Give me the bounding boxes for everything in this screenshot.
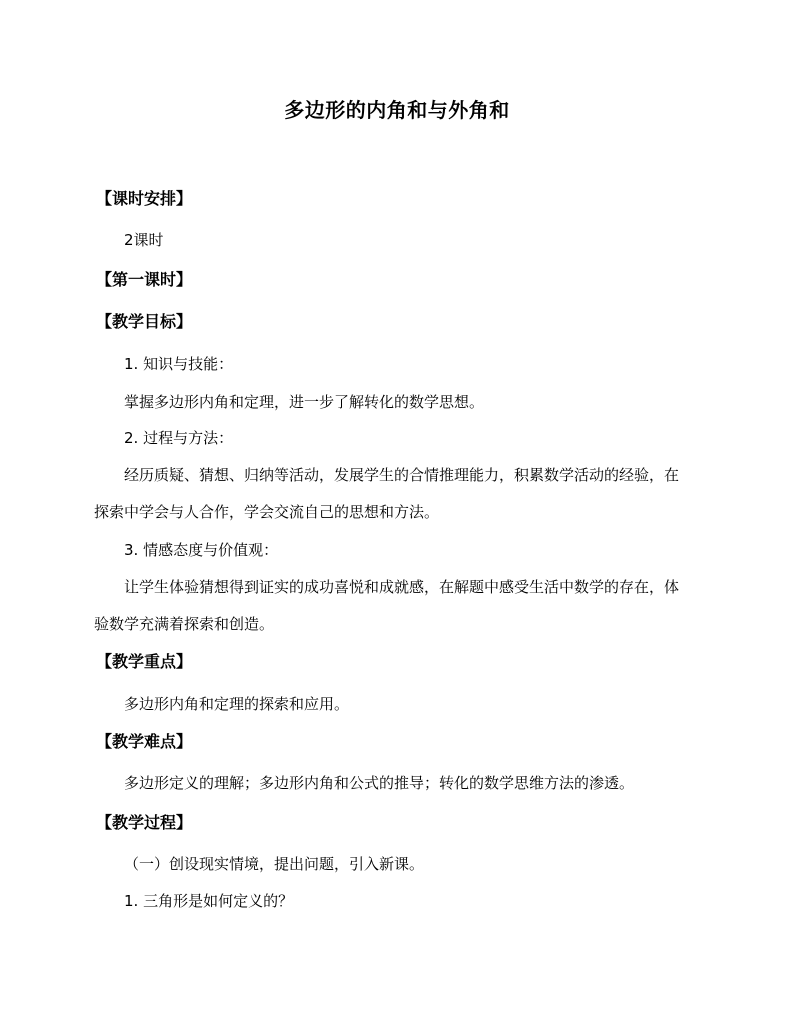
paragraph-process-question-1: 1. 三角形是如何定义的？ [124, 892, 294, 910]
document-title: 多边形的内角和与外角和 [284, 98, 510, 122]
objective-item-3: 3. 情感态度与价值观： [124, 541, 279, 559]
section-heading-process: 【教学过程】 [96, 813, 193, 832]
paragraph-process-step-1: （一）创设现实情境，提出问题，引入新课。 [124, 855, 425, 873]
section-heading-objectives: 【教学目标】 [96, 312, 193, 331]
section-heading-difficulties: 【教学难点】 [96, 732, 193, 751]
paragraph-lesson-count: 2课时 [124, 231, 164, 249]
paragraph-objective-3-line-1: 让学生体验猜想得到证实的成功喜悦和成就感，在解题中感受生活中数学的存在，体 [124, 578, 680, 596]
paragraph-objective-2-line-2: 探索中学会与人合作，学会交流自己的思想和方法。 [94, 503, 440, 521]
objective-item-2: 2. 过程与方法： [124, 429, 234, 447]
section-heading-first-lesson: 【第一课时】 [96, 270, 193, 289]
paragraph-objective-3-line-2: 验数学充满着探索和创造。 [94, 615, 275, 633]
paragraph-objective-1: 掌握多边形内角和定理，进一步了解转化的数学思想。 [124, 393, 485, 411]
paragraph-key-points: 多边形内角和定理的探索和应用。 [124, 695, 350, 713]
paragraph-objective-2-line-1: 经历质疑、猜想、归纳等活动，发展学生的合情推理能力，积累数学活动的经验，在 [124, 466, 680, 484]
section-heading-schedule: 【课时安排】 [96, 189, 193, 208]
paragraph-difficulties: 多边形定义的理解；多边形内角和公式的推导；转化的数学思维方法的渗透。 [124, 774, 635, 792]
objective-item-1: 1. 知识与技能： [124, 355, 234, 373]
section-heading-key-points: 【教学重点】 [96, 652, 193, 671]
